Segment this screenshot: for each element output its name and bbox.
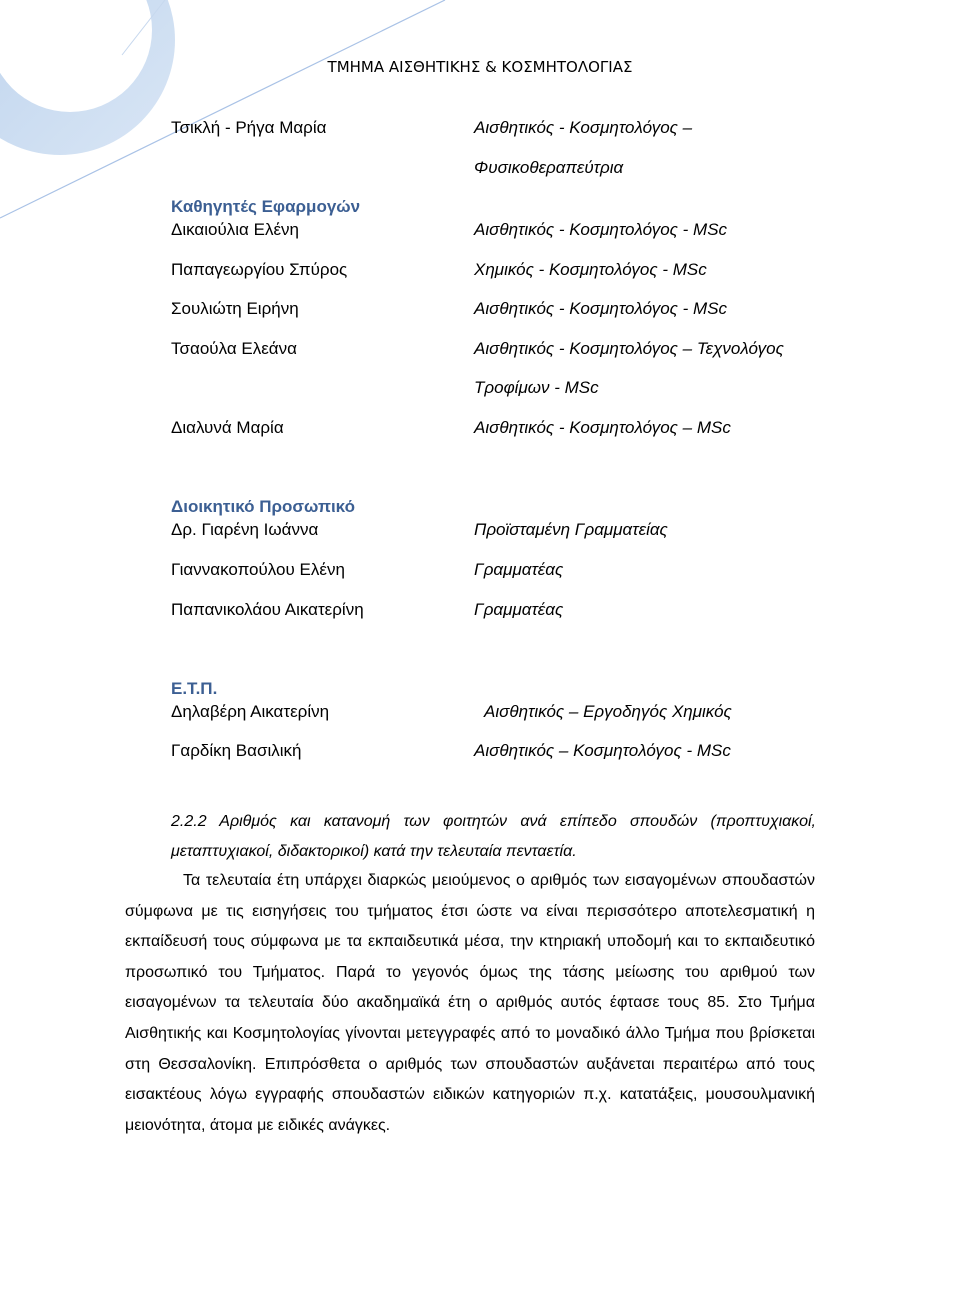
staff-role-continued: Φυσικοθεραπεύτρια bbox=[474, 158, 624, 177]
staff-name: Δρ. Γιαρένη Ιωάννα bbox=[171, 520, 319, 539]
section-heading-etp: Ε.Τ.Π. bbox=[171, 679, 218, 698]
staff-name: Δηλαβέρη Αικατερίνη bbox=[171, 702, 330, 721]
staff-name: Διαλυνά Μαρία bbox=[171, 418, 284, 437]
staff-role: Αισθητικός - Κοσμητολόγος – Τεχνολόγος bbox=[474, 339, 784, 358]
staff-name: Τσαούλα Ελεάνα bbox=[171, 339, 297, 358]
staff-role: Γραμματέας bbox=[474, 560, 564, 579]
staff-name: Παπαγεωργίου Σπύρος bbox=[171, 260, 348, 279]
staff-role: Προϊσταμένη Γραμματείας bbox=[474, 520, 668, 539]
section-subheading: 2.2.2 Αριθμός και κατανομή των φοιτητών ανά επίπεδο σπουδών (προπτυχιακοί, μεταπτυχιακοί, διδακτορικοί) κατά την τελευταία πενταετία. bbox=[171, 813, 816, 860]
section-heading-professors: Καθηγητές Εφαρμογών bbox=[171, 197, 361, 216]
staff-role: Αισθητικός – Κοσμητολόγος - MSc bbox=[474, 741, 731, 760]
staff-role-continued: Τροφίμων - MSc bbox=[474, 378, 599, 397]
body-paragraph bbox=[125, 866, 815, 1141]
staff-role: Γραμματέας bbox=[474, 600, 564, 619]
paragraph-text: Τα τελευταία έτη υπάρχει διαρκώς μειούμενος ο αριθμός των εισαγομένων σπουδαστών σύμφωνα με τις εισηγήσεις του τμήματος έτσι ώστε να είναι περισσότερο αποτελεσματική η εκπαίδευσή τους σύμφωνα με τα εκπαιδευτικά μέσα, την κτηριακή υποδομή και το εκπαιδευτικό προσωπικό του Τμήματος. Παρά το γεγονός όμως της τάσης μείωσης του αριθμού των εισαγομένων τα τελευταία δύο ακαδημαϊκά έτη ο αριθμός αυτός έφτασε τους 85. Στο Τμήμα Αισθητικής και Κοσμητολογίας γίνονται μετεγγραφές από το μοναδικό άλλο Τμήμα που βρίσκεται στη Θεσσαλονίκη. Επιπρόσθετα ο αριθμός των σπουδαστών αυξάνεται περαιτέρω από τους εισακτέους λόγω εγγραφής σπουδαστών ειδικών κατηγοριών π.χ. κατατάξεις, μουσουλμανική μειονότητα, άτομα με ειδικές ανάγκες. bbox=[125, 872, 815, 1134]
staff-name: Παπανικολάου Αικατερίνη bbox=[171, 600, 364, 619]
staff-name: Γαρδίκη Βασιλική bbox=[171, 741, 302, 760]
staff-role: Αισθητικός - Κοσμητολόγος - MSc bbox=[474, 299, 728, 318]
page-header: ΤΜΗΜΑ ΑΙΣΘΗΤΙΚΗΣ & ΚΟΣΜΗΤΟΛΟΓΙΑΣ bbox=[327, 58, 633, 76]
section-heading-admin: Διοικητικό Προσωπικό bbox=[171, 497, 355, 516]
staff-name: Γιαννακοπούλου Ελένη bbox=[171, 560, 345, 579]
staff-role: Αισθητικός - Κοσμητολόγος - MSc bbox=[474, 220, 728, 239]
staff-role: Αισθητικός - Κοσμητολόγος – bbox=[474, 118, 693, 137]
staff-role: Χημικός - Κοσμητολόγος - MSc bbox=[474, 260, 707, 279]
staff-name: Σουλιώτη Ειρήνη bbox=[171, 299, 299, 318]
staff-name: Τσικλή - Ρήγα Μαρία bbox=[171, 118, 327, 137]
staff-role: Αισθητικός – Εργοδηγός Χημικός bbox=[484, 702, 732, 721]
staff-name: Δικαιούλια Ελένη bbox=[171, 220, 299, 239]
staff-role: Αισθητικός - Κοσμητολόγος – MSc bbox=[474, 418, 731, 437]
